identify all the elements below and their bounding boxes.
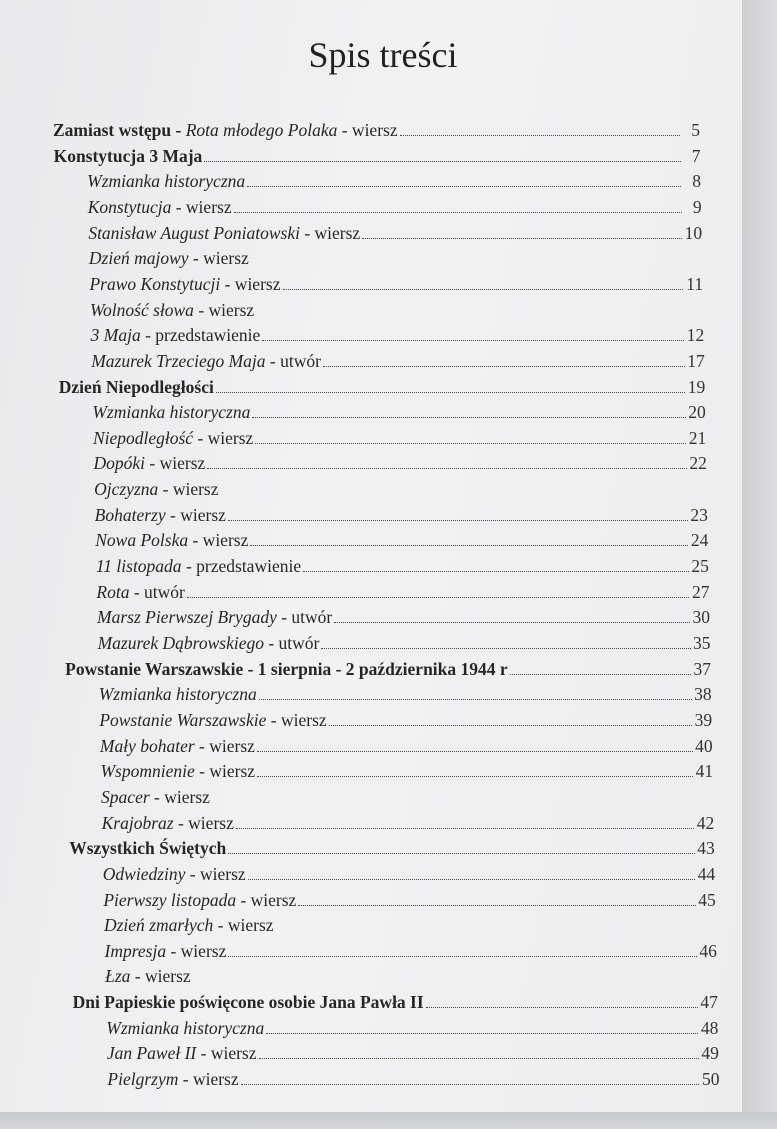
toc-page-number: 12 xyxy=(686,325,705,346)
toc-sub-entry xyxy=(107,1065,719,1090)
toc-sub-entry xyxy=(102,809,715,834)
toc-entry-title xyxy=(89,273,280,295)
dot-leader xyxy=(250,545,688,546)
toc-entry-name: Dopóki xyxy=(93,453,146,474)
dot-leader xyxy=(236,828,694,829)
toc-sub-entry xyxy=(91,321,705,346)
toc-page-number: 19 xyxy=(687,376,706,397)
dot-leader xyxy=(283,289,684,290)
dot-leader xyxy=(323,366,685,367)
toc-sub-entry xyxy=(103,860,715,885)
toc-entry-title xyxy=(91,324,261,346)
toc-sub-entry xyxy=(95,526,708,551)
toc-entry-kind: - wiersz xyxy=(236,889,297,910)
toc-sub-entry xyxy=(97,603,710,628)
toc-entry-title xyxy=(54,145,203,167)
toc-page-number: 5 xyxy=(691,120,700,140)
toc-entry-kind: - wiersz xyxy=(299,222,361,243)
toc-entry-title xyxy=(95,529,248,551)
toc-sub-entry xyxy=(94,449,707,474)
toc-sub-entry xyxy=(100,757,713,782)
dot-leader xyxy=(259,699,692,700)
toc-entry-title xyxy=(104,914,274,936)
toc-sub-entry xyxy=(107,1039,719,1064)
toc-entry-kind: - wiersz xyxy=(145,453,206,474)
toc-page-number: 17 xyxy=(687,350,705,371)
dot-leader xyxy=(321,648,690,649)
toc-entry-title xyxy=(93,427,253,449)
dot-leader xyxy=(234,212,682,213)
toc-page-number: 9 xyxy=(692,196,702,217)
toc-entry-kind: - wiersz xyxy=(213,915,274,936)
dot-leader xyxy=(298,905,695,906)
toc-entry-title xyxy=(96,555,301,577)
toc-entry-name: Wolność słowa xyxy=(90,299,194,320)
toc-sub-entry xyxy=(101,783,714,808)
dot-leader xyxy=(248,879,696,880)
toc-page-number: 37 xyxy=(693,658,712,679)
dot-leader xyxy=(510,674,691,675)
toc-page-number: 27 xyxy=(691,581,710,602)
toc-entry-kind: - utwór xyxy=(265,350,321,371)
toc-entry-name: Dzień zmarłych xyxy=(103,915,214,936)
toc-page-number: 8 xyxy=(692,171,702,192)
toc-entry-name: Wszystkich Świętych xyxy=(69,838,227,859)
toc-sub-entry xyxy=(95,501,708,526)
toc-page-number: 47 xyxy=(700,992,718,1013)
toc-entry-kind: - wiersz xyxy=(130,966,191,987)
toc-page-number: 10 xyxy=(684,222,703,243)
toc-entry-title xyxy=(53,119,398,141)
dot-leader xyxy=(426,1007,698,1008)
toc-page-number: 45 xyxy=(698,889,716,910)
dot-leader xyxy=(228,853,695,854)
dot-leader xyxy=(204,161,680,162)
toc-sub-entry xyxy=(92,398,705,423)
toc-entry-name: Zamiast wstępu xyxy=(53,120,172,140)
toc-entry-name: Bohaterzy xyxy=(94,504,166,525)
toc-sub-entry xyxy=(105,937,717,962)
toc-sub-entry xyxy=(89,244,703,269)
toc-page-number: 40 xyxy=(695,735,713,756)
toc-entry-title xyxy=(103,889,296,911)
toc-page-number: 49 xyxy=(701,1043,719,1064)
dot-leader xyxy=(187,597,690,598)
toc-page-number: 50 xyxy=(701,1069,720,1090)
toc-sub-entry xyxy=(89,270,703,295)
dot-leader xyxy=(400,135,680,136)
toc-entry-kind: - wiersz xyxy=(173,812,234,833)
toc-entry-title xyxy=(91,350,321,372)
toc-entry-kind: - wiersz xyxy=(158,479,219,500)
toc-entry-name: Dzień majowy xyxy=(88,248,189,269)
toc-entry-title xyxy=(59,376,214,398)
toc-entry-name: Jan Paweł II xyxy=(106,1043,197,1064)
toc-entry-kind: - wiersz xyxy=(165,504,226,525)
toc-entry-name: Wzmianka historyczna xyxy=(98,684,257,705)
toc-sub-entry xyxy=(87,167,701,192)
toc-entry-title xyxy=(98,632,320,654)
toc-entry-name: 11 listopada xyxy=(95,556,182,577)
toc-sub-entry xyxy=(96,578,709,603)
toc-entry-name: Niepodległość xyxy=(92,427,194,448)
toc-entry-kind: - wiersz xyxy=(149,786,210,807)
toc-page-number: 46 xyxy=(699,940,717,961)
toc-sub-entry xyxy=(104,911,716,936)
toc-page-number: 48 xyxy=(700,1017,719,1038)
toc-entry-name: Spacer xyxy=(101,786,150,807)
toc-entry-title xyxy=(88,222,360,244)
toc-entry-kind: - wiersz xyxy=(194,735,255,756)
toc-entry-kind: - wiersz xyxy=(266,709,327,730)
toc-entry-kind: - wiersz xyxy=(178,1069,239,1090)
dot-leader xyxy=(303,571,689,572)
toc-sub-entry xyxy=(90,296,704,321)
toc-sub-entry xyxy=(96,552,709,577)
toc-entry-title xyxy=(107,1068,238,1090)
toc-entry-name: Stanisław August Poniatowski xyxy=(88,222,300,243)
toc-entry-kind: - wiersz xyxy=(171,196,232,217)
toc-page-number: 7 xyxy=(691,145,701,166)
toc-page-number: 44 xyxy=(697,863,716,884)
toc-entry-title xyxy=(97,606,332,628)
toc-entry-name: Konstytucja 3 Maja xyxy=(53,145,203,166)
toc-entry-kind: - przedstawienie xyxy=(140,325,261,346)
dot-leader xyxy=(252,417,685,418)
page-bottom-edge xyxy=(0,1112,777,1129)
toc-entry-name: Mazurek Trzeciego Maja xyxy=(91,350,266,371)
toc-sub-entry xyxy=(103,886,715,911)
dot-leader xyxy=(262,340,684,341)
toc-entry-kind: - wiersz xyxy=(166,940,227,961)
toc-page-number: 21 xyxy=(688,427,707,448)
toc-entry-kind: - wiersz xyxy=(188,248,249,269)
toc-entry-title xyxy=(94,452,206,474)
toc-entry-name: Powstanie Warszawskie - 1 sierpnia - 2 października 1944 r xyxy=(65,658,508,679)
toc-entry-name: Ojczyzna xyxy=(94,479,159,500)
toc-entry-kind: - xyxy=(171,120,186,140)
toc-sub-entry xyxy=(93,424,706,449)
toc-page-number: 11 xyxy=(686,273,704,294)
toc-sub-entry xyxy=(106,1014,718,1039)
toc-entry-title xyxy=(100,735,255,757)
toc-sub-entry xyxy=(94,475,707,500)
toc-entry-title xyxy=(101,786,210,808)
toc-entry-title xyxy=(105,940,227,962)
toc-section-entry xyxy=(53,116,700,141)
toc-entry-title xyxy=(90,299,254,321)
toc-entry-name: Wzmianka historyczna xyxy=(87,171,246,192)
toc-sub-entry xyxy=(98,629,711,654)
page-title: Spis treści xyxy=(308,35,458,75)
dot-leader xyxy=(255,443,686,444)
toc-entry-kind: - utwór xyxy=(276,607,333,628)
toc-entry-title xyxy=(103,863,246,885)
toc-entry-title xyxy=(65,658,508,680)
toc-entry-kind: - wiersz xyxy=(193,299,255,320)
toc-sub-entry xyxy=(100,732,713,757)
dot-leader xyxy=(257,751,693,752)
dot-leader xyxy=(259,1058,699,1059)
toc-page-number: 30 xyxy=(692,607,710,628)
toc-entry-title xyxy=(95,504,226,526)
toc-entry-name: Wzmianka historyczna xyxy=(106,1017,265,1038)
dot-leader xyxy=(228,956,696,957)
toc-entry-name: Dzień Niepodległości xyxy=(58,376,214,397)
toc-entry-name: 3 Maja xyxy=(90,325,141,346)
toc-page-number: 41 xyxy=(695,761,714,782)
toc-page-number: 23 xyxy=(690,504,708,525)
toc-entry-name: Powstanie Warszawskie xyxy=(99,709,267,730)
toc-entry-title xyxy=(100,760,255,782)
toc-entry-title xyxy=(102,812,234,834)
toc-entry-kind: - przedstawienie xyxy=(181,556,302,577)
toc-page-number: 43 xyxy=(697,838,715,859)
dot-leader xyxy=(257,776,693,777)
toc-entry-title xyxy=(73,991,424,1013)
toc-page-number: 35 xyxy=(693,633,711,653)
toc-page-number: 20 xyxy=(688,402,706,423)
toc-entry-name: Marsz Pierwszej Brygady xyxy=(97,607,277,628)
toc-sub-entry xyxy=(88,219,702,244)
toc-section-entry xyxy=(65,655,711,680)
toc-entry-subtitle: Rota młodego Polaka xyxy=(185,120,338,140)
toc-page-number: 25 xyxy=(691,556,709,577)
toc-entry-title xyxy=(107,1042,257,1064)
dot-leader xyxy=(241,1084,700,1085)
toc-entry-name: Odwiedziny xyxy=(102,863,186,884)
dot-leader xyxy=(228,520,688,521)
toc-entry-name: Pierwszy listopada xyxy=(103,889,237,910)
toc-page-number: 39 xyxy=(694,709,713,730)
toc-page-number: 24 xyxy=(690,530,709,551)
toc-entry-name: Impresja xyxy=(104,940,167,961)
toc-entry-title xyxy=(87,170,245,192)
toc-entry-kind: - wiersz xyxy=(188,530,249,551)
toc-entry-title xyxy=(88,196,232,218)
toc-entry-kind: - wiersz xyxy=(196,1043,257,1064)
toc-entry-name: Krajobraz xyxy=(101,812,174,833)
toc-entry-title xyxy=(69,837,226,859)
toc-entry-name: Pielgrzym xyxy=(107,1069,179,1090)
toc-sub-entry xyxy=(99,706,712,731)
toc-entry-name: Rota xyxy=(96,581,130,602)
toc-entry-name: Wzmianka historyczna xyxy=(92,402,251,423)
toc-entry-title xyxy=(89,247,249,269)
toc-entry-title xyxy=(94,478,218,500)
toc-page-number: 38 xyxy=(694,684,712,705)
toc-entry-title xyxy=(105,965,191,987)
dot-leader xyxy=(216,392,685,393)
toc-entry-name: Mały bohater xyxy=(99,735,195,756)
toc-entry-name: Mazurek Dąbrowskiego xyxy=(97,633,264,653)
toc-entry-title xyxy=(96,581,184,603)
toc-section-entry xyxy=(59,373,705,398)
toc-entry-name: Nowa Polska xyxy=(95,530,189,551)
dot-leader xyxy=(334,622,690,623)
toc-page-number: 42 xyxy=(696,812,715,833)
toc-entry-kind: - wiersz xyxy=(193,427,254,448)
toc-entry-name: Konstytucja xyxy=(87,196,172,217)
dot-leader xyxy=(207,468,687,469)
toc-entry-name: Prawo Konstytucji xyxy=(89,273,221,294)
dot-leader xyxy=(362,238,682,239)
dot-leader xyxy=(329,725,692,726)
toc-entry-title xyxy=(92,401,250,423)
dot-leader xyxy=(266,1033,698,1034)
toc-sub-entry xyxy=(105,962,717,987)
toc-entry-title xyxy=(106,1017,264,1039)
toc-entry-kind: - wiersz xyxy=(185,863,246,884)
toc-sub-entry xyxy=(91,347,705,372)
page-edge xyxy=(742,0,777,1129)
toc-entry-kind: - wiersz xyxy=(220,273,281,294)
toc-sub-entry xyxy=(88,193,702,218)
toc-section-entry xyxy=(54,142,701,167)
toc-entry-title xyxy=(99,683,257,705)
toc-section-entry xyxy=(69,834,715,859)
toc-entry-title xyxy=(99,709,326,731)
toc-page-number: 22 xyxy=(689,453,707,474)
toc-entry-kind: - utwór xyxy=(129,581,185,602)
dot-leader xyxy=(247,186,681,187)
toc-entry-name: Wspomnienie xyxy=(100,761,195,782)
toc-entry-kind: - wiersz xyxy=(194,761,256,782)
toc-entry-kind: - utwór xyxy=(263,633,320,653)
toc-entry-name: Łza xyxy=(105,966,131,987)
toc-entry-suffix: - wiersz xyxy=(337,120,398,140)
toc-sub-entry xyxy=(99,680,712,705)
toc-section-entry xyxy=(73,988,718,1013)
toc-entry-name: Dni Papieskie poświęcone osobie Jana Pawła II xyxy=(72,992,424,1013)
